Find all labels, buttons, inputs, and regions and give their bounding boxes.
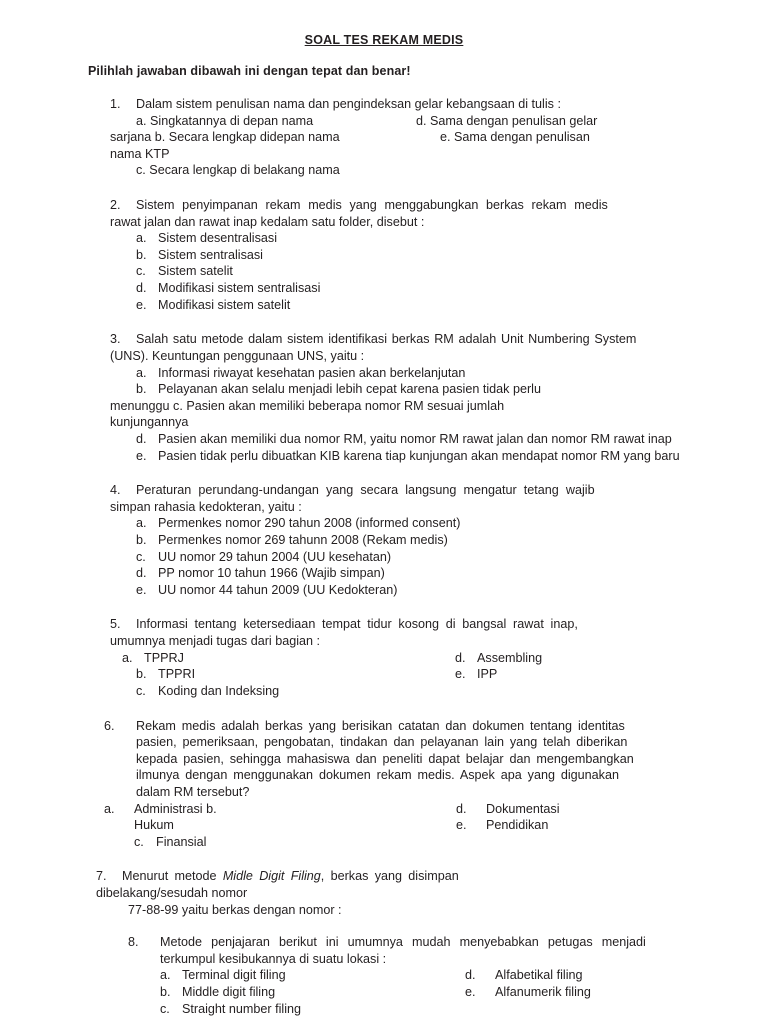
option-text: Pasien akan memiliki dua nomor RM, yaitu nomor RM rawat jalan dan nomor RM rawat inap: [158, 431, 672, 446]
question-2-stem-row: [110, 197, 655, 214]
option-label: c.: [160, 1001, 170, 1016]
question-3-options: [110, 365, 690, 465]
option-text: Permenkes nomor 290 tahun 2008 (informed consent): [158, 516, 461, 531]
question-2-option-e: [136, 297, 655, 314]
option-label: c.: [136, 264, 146, 279]
question-7-stem-row: [96, 868, 566, 885]
question-6-stem-line-1: Rekam medis adalah berkas yang berisikan catatan dan dokumen tentang identitas: [136, 718, 625, 733]
question-1-row-be: [110, 129, 710, 146]
question-6-stem-line-2: pasien, pemeriksaan, pengobatan, tindakan dan pelayanan lain yang telah diberikan: [136, 735, 628, 750]
question-4-stem-line-2: simpan rahasia kedokteran, yaitu :: [110, 499, 302, 514]
option-label: d.: [455, 650, 466, 665]
question-1-option-b-cont: nama KTP: [110, 146, 170, 161]
question-2-option-c: [136, 263, 655, 280]
question-2: [110, 197, 655, 313]
option-label: e.: [136, 582, 147, 597]
question-6-option-d: [456, 801, 689, 818]
question-4-number: 4.: [110, 483, 121, 498]
instruction-line: Pilihlah jawaban dibawah ini dengan tepat dan benar!: [88, 64, 411, 78]
question-6-option-e: [456, 817, 689, 834]
option-label: e.: [136, 448, 147, 463]
question-1-option-b: sarjana b. Secara lengkap didepan nama: [110, 130, 340, 145]
question-4: [110, 482, 635, 598]
question-5-option-a: [122, 650, 455, 667]
question-4-option-a: [136, 515, 635, 532]
option-text: Koding dan Indeksing: [158, 683, 280, 698]
option-label: e.: [465, 985, 476, 1000]
question-8-option-c: [160, 1001, 465, 1018]
question-5-stem-line-1: Informasi tentang ketersediaan tempat tidur kosong di bangsal rawat inap,: [136, 617, 578, 632]
question-3-option-d: [136, 431, 690, 448]
question-5-option-d: [455, 650, 630, 667]
option-text: Terminal digit filing: [182, 968, 286, 983]
question-1-stem: Dalam sistem penulisan nama dan pengindeksan gelar kebangsaan di tulis :: [136, 97, 561, 111]
option-text: TPPRJ: [144, 650, 184, 665]
question-5-right-column: [455, 650, 630, 700]
question-8-option-b: [160, 984, 465, 1001]
question-1-number: 1.: [110, 97, 121, 111]
option-text: IPP: [477, 667, 498, 682]
option-label: b.: [136, 382, 147, 397]
question-4-stem-line-1: Peraturan perundang-undangan yang secara langsung mengatur tetang wajib: [136, 483, 595, 498]
question-3-option-c-cont: kunjungannya: [110, 415, 189, 430]
option-text: Pasien tidak perlu dibuatkan KIB karena tiap kunjungan akan mendapat nomor RM yang baru: [158, 448, 680, 463]
question-1-option-c: c. Secara lengkap di belakang nama: [136, 163, 340, 178]
option-label: a.: [160, 968, 171, 983]
option-label: a.: [136, 365, 147, 380]
question-7-stem-pre: Menurut metode: [122, 869, 223, 884]
question-2-stem-text-1: Sistem penyimpanan rekam medis yang menggabungkan berkas rekam medis: [136, 198, 608, 213]
question-5-options: [110, 650, 630, 700]
option-text: Modifikasi sistem sentralisasi: [158, 281, 321, 296]
option-text: Sistem sentralisasi: [158, 247, 263, 262]
question-6-stem-line-4: ilmunya dengan menggunakan dokumen rekam medis. Aspek apa yang digunakan: [136, 768, 619, 783]
option-label: a.: [136, 231, 147, 246]
question-7-stem-line-2: dibelakang/sesudah nomor: [96, 885, 248, 900]
question-5-number: 5.: [110, 617, 121, 632]
option-label: c.: [136, 683, 146, 698]
option-label: d.: [136, 281, 147, 296]
question-7-stem-italic: Midle Digit Filing: [222, 869, 321, 884]
question-1-option-e: e. Sama dengan penulisan: [440, 130, 590, 145]
option-text: Alfanumerik filing: [495, 985, 591, 1000]
question-4-stem-row: [110, 482, 635, 499]
option-label: b.: [136, 667, 147, 682]
option-text: Sistem desentralisasi: [158, 231, 277, 246]
option-text: Permenkes nomor 269 tahunn 2008 (Rekam medis): [158, 533, 448, 548]
question-2-stem-justified: [136, 197, 655, 214]
option-label: c.: [136, 549, 146, 564]
question-2-option-a: [136, 230, 655, 247]
question-5-stem-row: [110, 616, 630, 633]
option-text: Assembling: [477, 650, 543, 665]
question-2-option-b: [136, 247, 655, 264]
option-label: e.: [136, 297, 147, 312]
option-label: d.: [136, 566, 147, 581]
question-7-stem-line-3: 77-88-99 yaitu berkas dengan nomor :: [128, 902, 342, 917]
question-5-option-b: [136, 666, 455, 683]
question-6-stem-line-5: dalam RM tersebut?: [136, 784, 250, 799]
question-6-left-column: [104, 801, 456, 851]
option-text: Informasi riwayat kesehatan pasien akan berkelanjutan: [158, 365, 466, 380]
question-6: [104, 718, 689, 851]
question-4-option-b: [136, 532, 635, 549]
question-5: [110, 616, 630, 699]
option-label: b.: [136, 533, 147, 548]
option-text: Alfabetikal filing: [495, 968, 583, 983]
question-3-option-b: [136, 381, 690, 398]
question-8-options: [160, 967, 708, 1017]
question-6-option-b-text: Hukum: [134, 818, 174, 833]
question-8-option-d: [465, 967, 708, 984]
option-label: a.: [122, 650, 133, 665]
question-8-right-column: [465, 967, 708, 1017]
question-1-stem-row: [110, 96, 710, 113]
question-8: [128, 934, 708, 1017]
question-3-number: 3.: [110, 332, 121, 347]
question-5-stem-line-2: umumnya menjadi tugas dari bagian :: [110, 634, 321, 649]
question-5-option-c: [136, 683, 455, 700]
page-title-text: SOAL TES REKAM MEDIS: [304, 33, 464, 47]
question-2-stem-line-2: rawat jalan dan rawat inap kedalam satu folder, disebut :: [110, 214, 425, 229]
page-title: [0, 0, 768, 48]
option-label: e.: [455, 667, 466, 682]
question-2-number: 2.: [110, 198, 121, 213]
question-4-options: [136, 515, 635, 598]
question-3-stem-line-2: (UNS). Keuntungan penggunaan UNS, yaitu :: [110, 348, 365, 363]
option-text: Pendidikan: [486, 818, 549, 833]
question-4-option-d: [136, 565, 635, 582]
question-5-option-e: [455, 666, 630, 683]
question-3: [110, 331, 690, 464]
option-text: Finansial: [156, 834, 207, 849]
question-2-option-d: [136, 280, 655, 297]
question-4-option-e: [136, 582, 635, 599]
option-label: a.: [136, 516, 147, 531]
option-label: a.: [104, 801, 115, 816]
question-6-stem-line-3: kepada pasien, sehingga mahasiswa dan peneliti dapat belajar dan mengembangkan: [136, 751, 634, 766]
question-7-stem-post: , berkas yang disimpan: [320, 869, 459, 884]
question-6-stem-row: [104, 718, 689, 735]
question-8-option-e: [465, 984, 708, 1001]
question-8-stem-row: [128, 934, 708, 951]
question-2-stem-line-1: [136, 197, 655, 214]
question-1-row-ad: [136, 113, 710, 130]
option-label: b.: [136, 247, 147, 262]
question-6-option-c: [134, 834, 456, 851]
option-text: UU nomor 29 tahun 2004 (UU kesehatan): [158, 549, 392, 564]
question-8-stem-line-2: terkumpul kesibukannya di suatu lokasi :: [160, 951, 387, 966]
option-text: Straight number filing: [182, 1001, 302, 1016]
question-3-stem-line-1: Salah satu metode dalam sistem identifikasi berkas RM adalah Unit Numbering System: [136, 332, 637, 347]
option-label: b.: [160, 985, 171, 1000]
option-label: d.: [136, 431, 147, 446]
question-1-options: [110, 113, 710, 179]
option-text: Dokumentasi: [486, 801, 560, 816]
option-text: Administrasi b.: [134, 801, 217, 816]
question-4-option-c: [136, 549, 635, 566]
question-2-options: [136, 230, 655, 313]
question-3-option-a: [136, 365, 690, 382]
question-3-option-c: menunggu c. Pasien akan memiliki beberapa nomor RM sesuai jumlah: [110, 398, 505, 413]
question-7-number: 7.: [96, 869, 107, 884]
question-3-option-e: [136, 448, 690, 465]
option-text: Modifikasi sistem satelit: [158, 297, 291, 312]
question-6-right-column: [456, 801, 689, 851]
question-3-stem-row: [110, 331, 690, 348]
option-text: Middle digit filing: [182, 985, 276, 1000]
option-text: PP nomor 10 tahun 1966 (Wajib simpan): [158, 566, 385, 581]
question-6-options: [104, 801, 689, 851]
question-1-option-d: d. Sama dengan penulisan gelar: [416, 113, 598, 128]
question-1: [110, 96, 710, 179]
option-label: d.: [465, 968, 476, 983]
question-7: [96, 868, 566, 918]
question-6-number: 6.: [104, 718, 115, 733]
question-8-number: 8.: [128, 935, 139, 950]
option-text: Sistem satelit: [158, 264, 233, 279]
question-8-option-a: [160, 967, 465, 984]
option-text: TPPRI: [158, 667, 196, 682]
question-6-option-a: [104, 801, 456, 818]
option-text: Pelayanan akan selalu menjadi lebih cepat karena pasien tidak perlu: [158, 382, 541, 397]
question-7-stem-line-1: [122, 868, 566, 885]
question-5-left-column: [110, 650, 455, 700]
question-8-stem-line-1: Metode penjajaran berikut ini umumnya mudah menyebabkan petugas menjadi: [160, 935, 646, 950]
option-label: c.: [134, 834, 144, 849]
option-label: e.: [456, 818, 467, 833]
question-8-left-column: [160, 967, 465, 1017]
option-label: d.: [456, 801, 467, 816]
question-1-option-a: a. Singkatannya di depan nama: [136, 113, 314, 128]
option-text: UU nomor 44 tahun 2009 (UU Kedokteran): [158, 582, 398, 597]
